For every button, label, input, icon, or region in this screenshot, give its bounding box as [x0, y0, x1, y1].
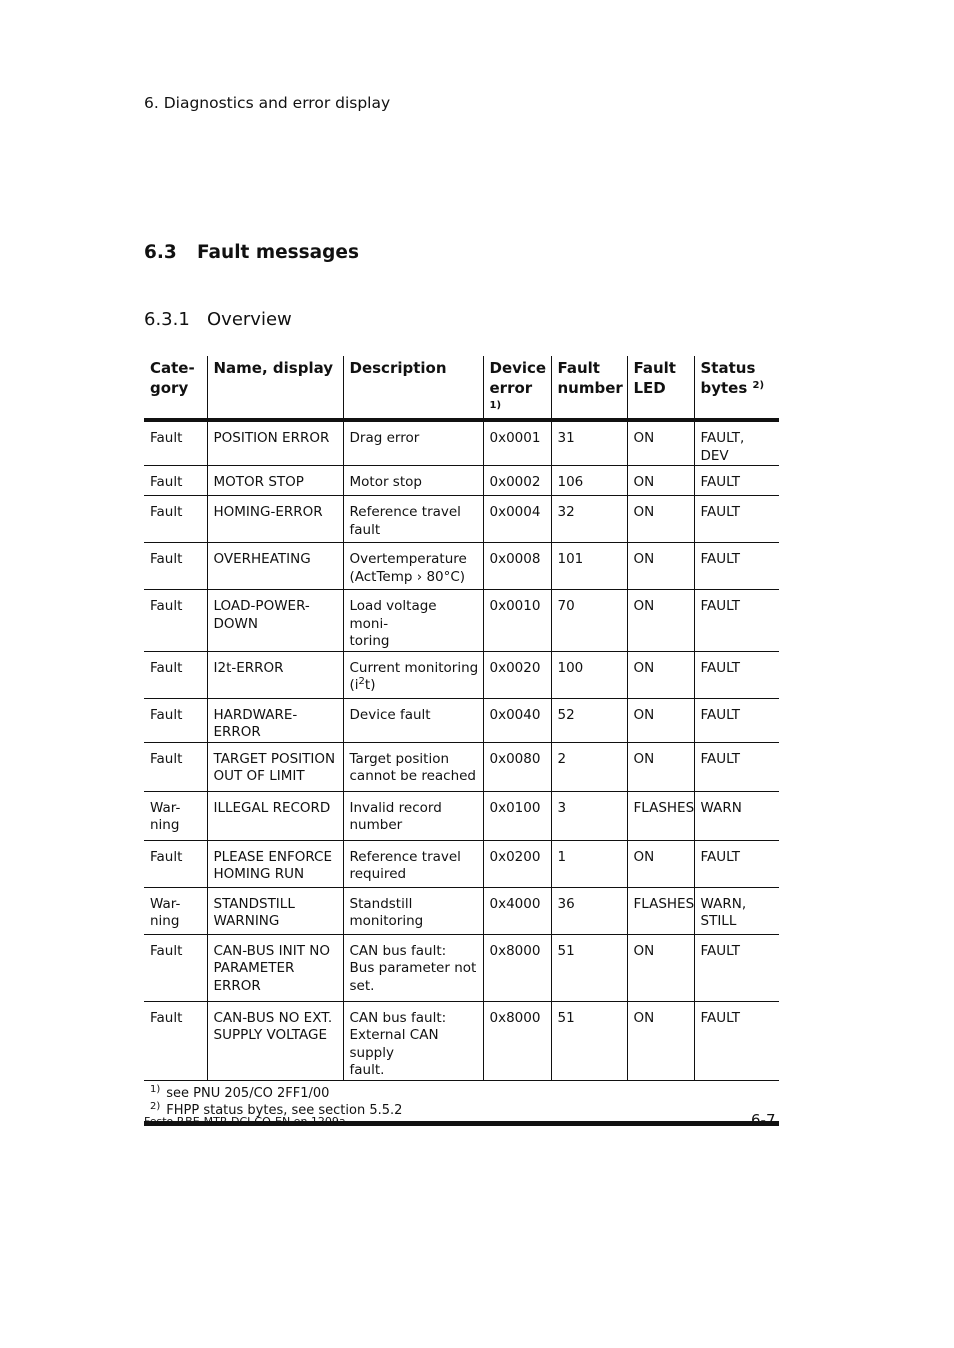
- cell-status-bytes: FAULT: [694, 466, 779, 496]
- table-row: [144, 934, 779, 1001]
- cell-name-display: MOTOR STOP: [207, 466, 343, 496]
- cell-category: Fault: [144, 1001, 207, 1080]
- footnote-2: $^{2)}$ FHPP status bytes, see section 5.5.2: [150, 1100, 403, 1118]
- cell-fault-number: 2: [551, 742, 627, 791]
- cell-fault-led: FLASHES: [627, 887, 694, 934]
- cell-name-display: PLEASE ENFORCE HOMING RUN: [207, 840, 343, 887]
- cell-fault-led: ON: [627, 698, 694, 742]
- cell-status-bytes: FAULT: [694, 698, 779, 742]
- header-description: Description: [343, 356, 483, 420]
- cell-category: War- ning: [144, 887, 207, 934]
- cell-device-error: 0x0200: [483, 840, 551, 887]
- cell-status-bytes: FAULT: [694, 496, 779, 543]
- cell-category: Fault: [144, 698, 207, 742]
- cell-fault-led: ON: [627, 466, 694, 496]
- running-header: 6. Diagnostics and error display: [144, 94, 391, 112]
- fault-messages-table: [144, 356, 779, 1126]
- cell-fault-number: 1: [551, 840, 627, 887]
- cell-fault-led: ON: [627, 840, 694, 887]
- cell-fault-number: 36: [551, 887, 627, 934]
- cell-device-error: 0x0080: [483, 742, 551, 791]
- cell-fault-led: ON: [627, 651, 694, 698]
- cell-fault-led: ON: [627, 543, 694, 590]
- header-name-display: Name, display: [207, 356, 343, 420]
- section-number: 6.3: [144, 242, 177, 263]
- header-device-error: Device error $^{1)}$: [483, 356, 551, 420]
- cell-description: Device fault: [343, 698, 483, 742]
- cell-category: Fault: [144, 742, 207, 791]
- cell-fault-led: ON: [627, 742, 694, 791]
- cell-name-display: TARGET POSITION OUT OF LIMIT: [207, 742, 343, 791]
- cell-name-display: OVERHEATING: [207, 543, 343, 590]
- header-fault-led: Fault LED: [627, 356, 694, 420]
- cell-fault-led: ON: [627, 496, 694, 543]
- cell-status-bytes: FAULT: [694, 742, 779, 791]
- cell-fault-number: 3: [551, 791, 627, 840]
- cell-description: Reference travel fault: [343, 496, 483, 543]
- cell-category: War- ning: [144, 791, 207, 840]
- document-id: Festo P.BE-MTR-DCI-CO-EN en 1209a: [144, 1115, 346, 1128]
- table-row: [144, 466, 779, 496]
- subsection-number: 6.3.1: [144, 309, 190, 330]
- table-row: [144, 651, 779, 698]
- cell-name-display: LOAD-POWER- DOWN: [207, 590, 343, 652]
- table-row: [144, 1001, 779, 1080]
- cell-status-bytes: FAULT: [694, 543, 779, 590]
- cell-status-bytes: FAULT: [694, 840, 779, 887]
- table-row: [144, 698, 779, 742]
- cell-device-error: 0x0008: [483, 543, 551, 590]
- cell-category: Fault: [144, 840, 207, 887]
- cell-category: Fault: [144, 543, 207, 590]
- cell-fault-led: FLASHES: [627, 791, 694, 840]
- table-row: [144, 590, 779, 652]
- cell-fault-number: 101: [551, 543, 627, 590]
- cell-fault-led: ON: [627, 420, 694, 466]
- cell-status-bytes: FAULT, DEV: [694, 420, 779, 466]
- table-row: [144, 887, 779, 934]
- cell-description: CAN bus fault: External CAN supply fault.: [343, 1001, 483, 1080]
- table-row: [144, 742, 779, 791]
- footnote-1: $^{1)}$ see PNU 205/CO 2FF1/00: [150, 1083, 330, 1101]
- cell-category: Fault: [144, 466, 207, 496]
- footnote-mark-2: 2): [752, 380, 765, 391]
- cell-fault-led: ON: [627, 1001, 694, 1080]
- cell-description: Invalid record number: [343, 791, 483, 840]
- cell-name-display: HOMING-ERROR: [207, 496, 343, 543]
- table-row: [144, 791, 779, 840]
- cell-fault-number: 51: [551, 934, 627, 1001]
- cell-status-bytes: FAULT: [694, 590, 779, 652]
- subsection-heading: [144, 309, 292, 330]
- cell-description: Target position cannot be reached: [343, 742, 483, 791]
- header-category: Cate- gory: [144, 356, 207, 420]
- table-row: [144, 496, 779, 543]
- cell-description: Reference travel required: [343, 840, 483, 887]
- cell-description: Motor stop: [343, 466, 483, 496]
- cell-description: CAN bus fault: Bus parameter not set.: [343, 934, 483, 1001]
- cell-name-display: STANDSTILL WARNING: [207, 887, 343, 934]
- page-number: 6-7: [751, 1111, 776, 1129]
- cell-description: Drag error: [343, 420, 483, 466]
- cell-fault-number: 106: [551, 466, 627, 496]
- section-heading: [144, 242, 359, 263]
- header-status-bytes: Status bytes $^{2)}$: [694, 356, 779, 420]
- cell-fault-led: ON: [627, 590, 694, 652]
- cell-status-bytes: FAULT: [694, 934, 779, 1001]
- cell-name-display: ILLEGAL RECORD: [207, 791, 343, 840]
- cell-device-error: 0x0010: [483, 590, 551, 652]
- cell-category: Fault: [150, 430, 183, 446]
- cell-device-error: 0x0040: [483, 698, 551, 742]
- cell-status-bytes: FAULT: [694, 1001, 779, 1080]
- cell-status-bytes: WARN: [694, 791, 779, 840]
- table-row: [144, 420, 779, 466]
- cell-name-display: I2t-ERROR: [207, 651, 343, 698]
- cell-fault-number: 52: [551, 698, 627, 742]
- cell-fault-number: 31: [551, 420, 627, 466]
- cell-fault-led: ON: [627, 934, 694, 1001]
- cell-fault-number: 100: [551, 651, 627, 698]
- cell-fault-number: 70: [551, 590, 627, 652]
- cell-name-display: HARDWARE-ERROR: [207, 698, 343, 742]
- cell-description: Current monitoring $(i^2t)$: [343, 651, 483, 698]
- cell-status-bytes: FAULT: [694, 651, 779, 698]
- cell-device-error: 0x8000: [483, 934, 551, 1001]
- cell-device-error: 0x8000: [483, 1001, 551, 1080]
- cell-category: Fault: [144, 934, 207, 1001]
- cell-description: Standstill monitoring: [343, 887, 483, 934]
- cell-fault-number: 32: [551, 496, 627, 543]
- cell-device-error: 0x0020: [483, 651, 551, 698]
- cell-device-error: 0x0001: [483, 420, 551, 466]
- cell-device-error: 0x0100: [483, 791, 551, 840]
- cell-device-error: 0x0004: [483, 496, 551, 543]
- cell-category: Fault: [144, 651, 207, 698]
- cell-category: Fault: [144, 496, 207, 543]
- section-title: Fault messages: [197, 242, 359, 263]
- cell-fault-number: 51: [551, 1001, 627, 1080]
- header-fault-number: Fault number: [551, 356, 627, 420]
- cell-device-error: 0x0002: [483, 466, 551, 496]
- table-row: [144, 840, 779, 887]
- footnote-mark-1: 1): [489, 400, 502, 411]
- cell-category: Fault: [144, 590, 207, 652]
- cell-description: Load voltage moni- toring: [343, 590, 483, 652]
- cell-name-display: POSITION ERROR: [207, 420, 343, 466]
- cell-name-display: CAN-BUS NO EXT. SUPPLY VOLTAGE: [207, 1001, 343, 1080]
- cell-name-display: CAN-BUS INIT NO PARAMETER ERROR: [207, 934, 343, 1001]
- table-row: [144, 543, 779, 590]
- cell-device-error: 0x4000: [483, 887, 551, 934]
- cell-status-bytes: WARN, STILL: [694, 887, 779, 934]
- cell-description: Overtemperature (ActTemp › 80°C): [343, 543, 483, 590]
- subsection-title: Overview: [207, 309, 292, 330]
- table-body: [144, 420, 779, 1080]
- table-header-row: [144, 356, 779, 420]
